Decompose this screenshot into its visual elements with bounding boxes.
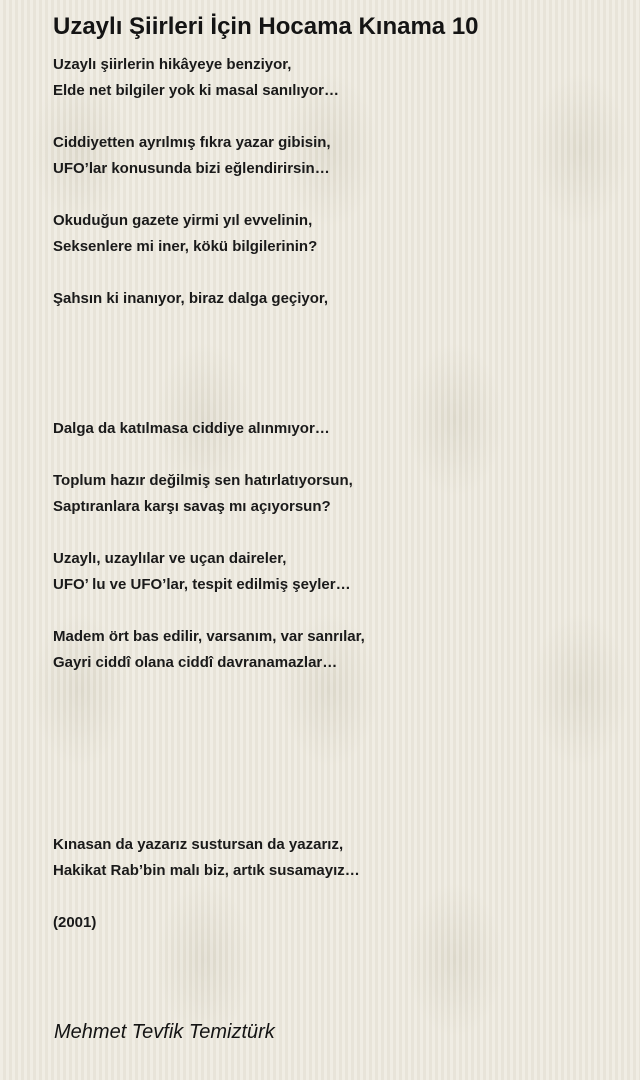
- stanza-gap: [53, 104, 613, 130]
- poem-line: Madem ört bas edilir, varsanım, var sanrılar,: [53, 628, 365, 645]
- stanza-gap: [53, 520, 613, 546]
- stanza-gap: [53, 676, 613, 702]
- poem-line: Saptıranlara karşı savaş mı açıyorsun?: [53, 498, 331, 515]
- poem-line: Okuduğun gazete yirmi yıl evvelinin,: [53, 212, 313, 229]
- poem-line: Toplum hazır değilmiş sen hatırlatıyorsun,: [53, 472, 353, 489]
- poem-title: Uzaylı Şiirleri İçin Hocama Kınama 10: [53, 13, 479, 40]
- poem-line: Uzaylı, uzaylılar ve uçan daireler,: [53, 550, 287, 567]
- poem-line: Seksenlere mi iner, kökü bilgilerinin?: [53, 238, 318, 255]
- poem-line: UFO’lar konusunda bizi eğlendirirsin…: [53, 160, 330, 177]
- stanza-gap: [53, 806, 613, 832]
- stanza-gap: [53, 182, 613, 208]
- poem-line: Şahsın ki inanıyor, biraz dalga geçiyor,: [53, 290, 329, 307]
- poem-author: Mehmet Tevfik Temiztürk: [54, 1021, 275, 1043]
- stanza-gap: [53, 390, 613, 416]
- stanza-gap: [53, 442, 613, 468]
- stanza-gap: [53, 728, 613, 754]
- poem-line: Uzaylı şiirlerin hikâyeye benziyor,: [53, 56, 292, 73]
- poem-line: Kınasan da yazarız sustursan da yazarız,: [53, 836, 344, 853]
- stanza-gap: [53, 780, 613, 806]
- poem-line: Ciddiyetten ayrılmış fıkra yazar gibisin,: [53, 134, 331, 151]
- stanza-gap: [53, 702, 613, 728]
- stanza-gap: [53, 260, 613, 286]
- stanza-gap: [53, 338, 613, 364]
- stanza-gap: [53, 598, 613, 624]
- stanza-gap: [53, 754, 613, 780]
- poem-line: (2001): [53, 914, 97, 931]
- poem-line: Gayri ciddî olana ciddî davranamazlar…: [53, 654, 338, 671]
- stanza-gap: [53, 364, 613, 390]
- stanza-gap: [53, 312, 613, 338]
- stanza-gap: [53, 884, 613, 910]
- poem-body: [53, 52, 613, 936]
- poem-line: Elde net bilgiler yok ki masal sanılıyor…: [53, 82, 339, 99]
- poem-line: Hakikat Rab’bin malı biz, artık susamayız…: [53, 862, 360, 879]
- poem-line: UFO’ lu ve UFO’lar, tespit edilmiş şeyler…: [53, 576, 351, 593]
- poem-line: Dalga da katılmasa ciddiye alınmıyor…: [53, 420, 330, 437]
